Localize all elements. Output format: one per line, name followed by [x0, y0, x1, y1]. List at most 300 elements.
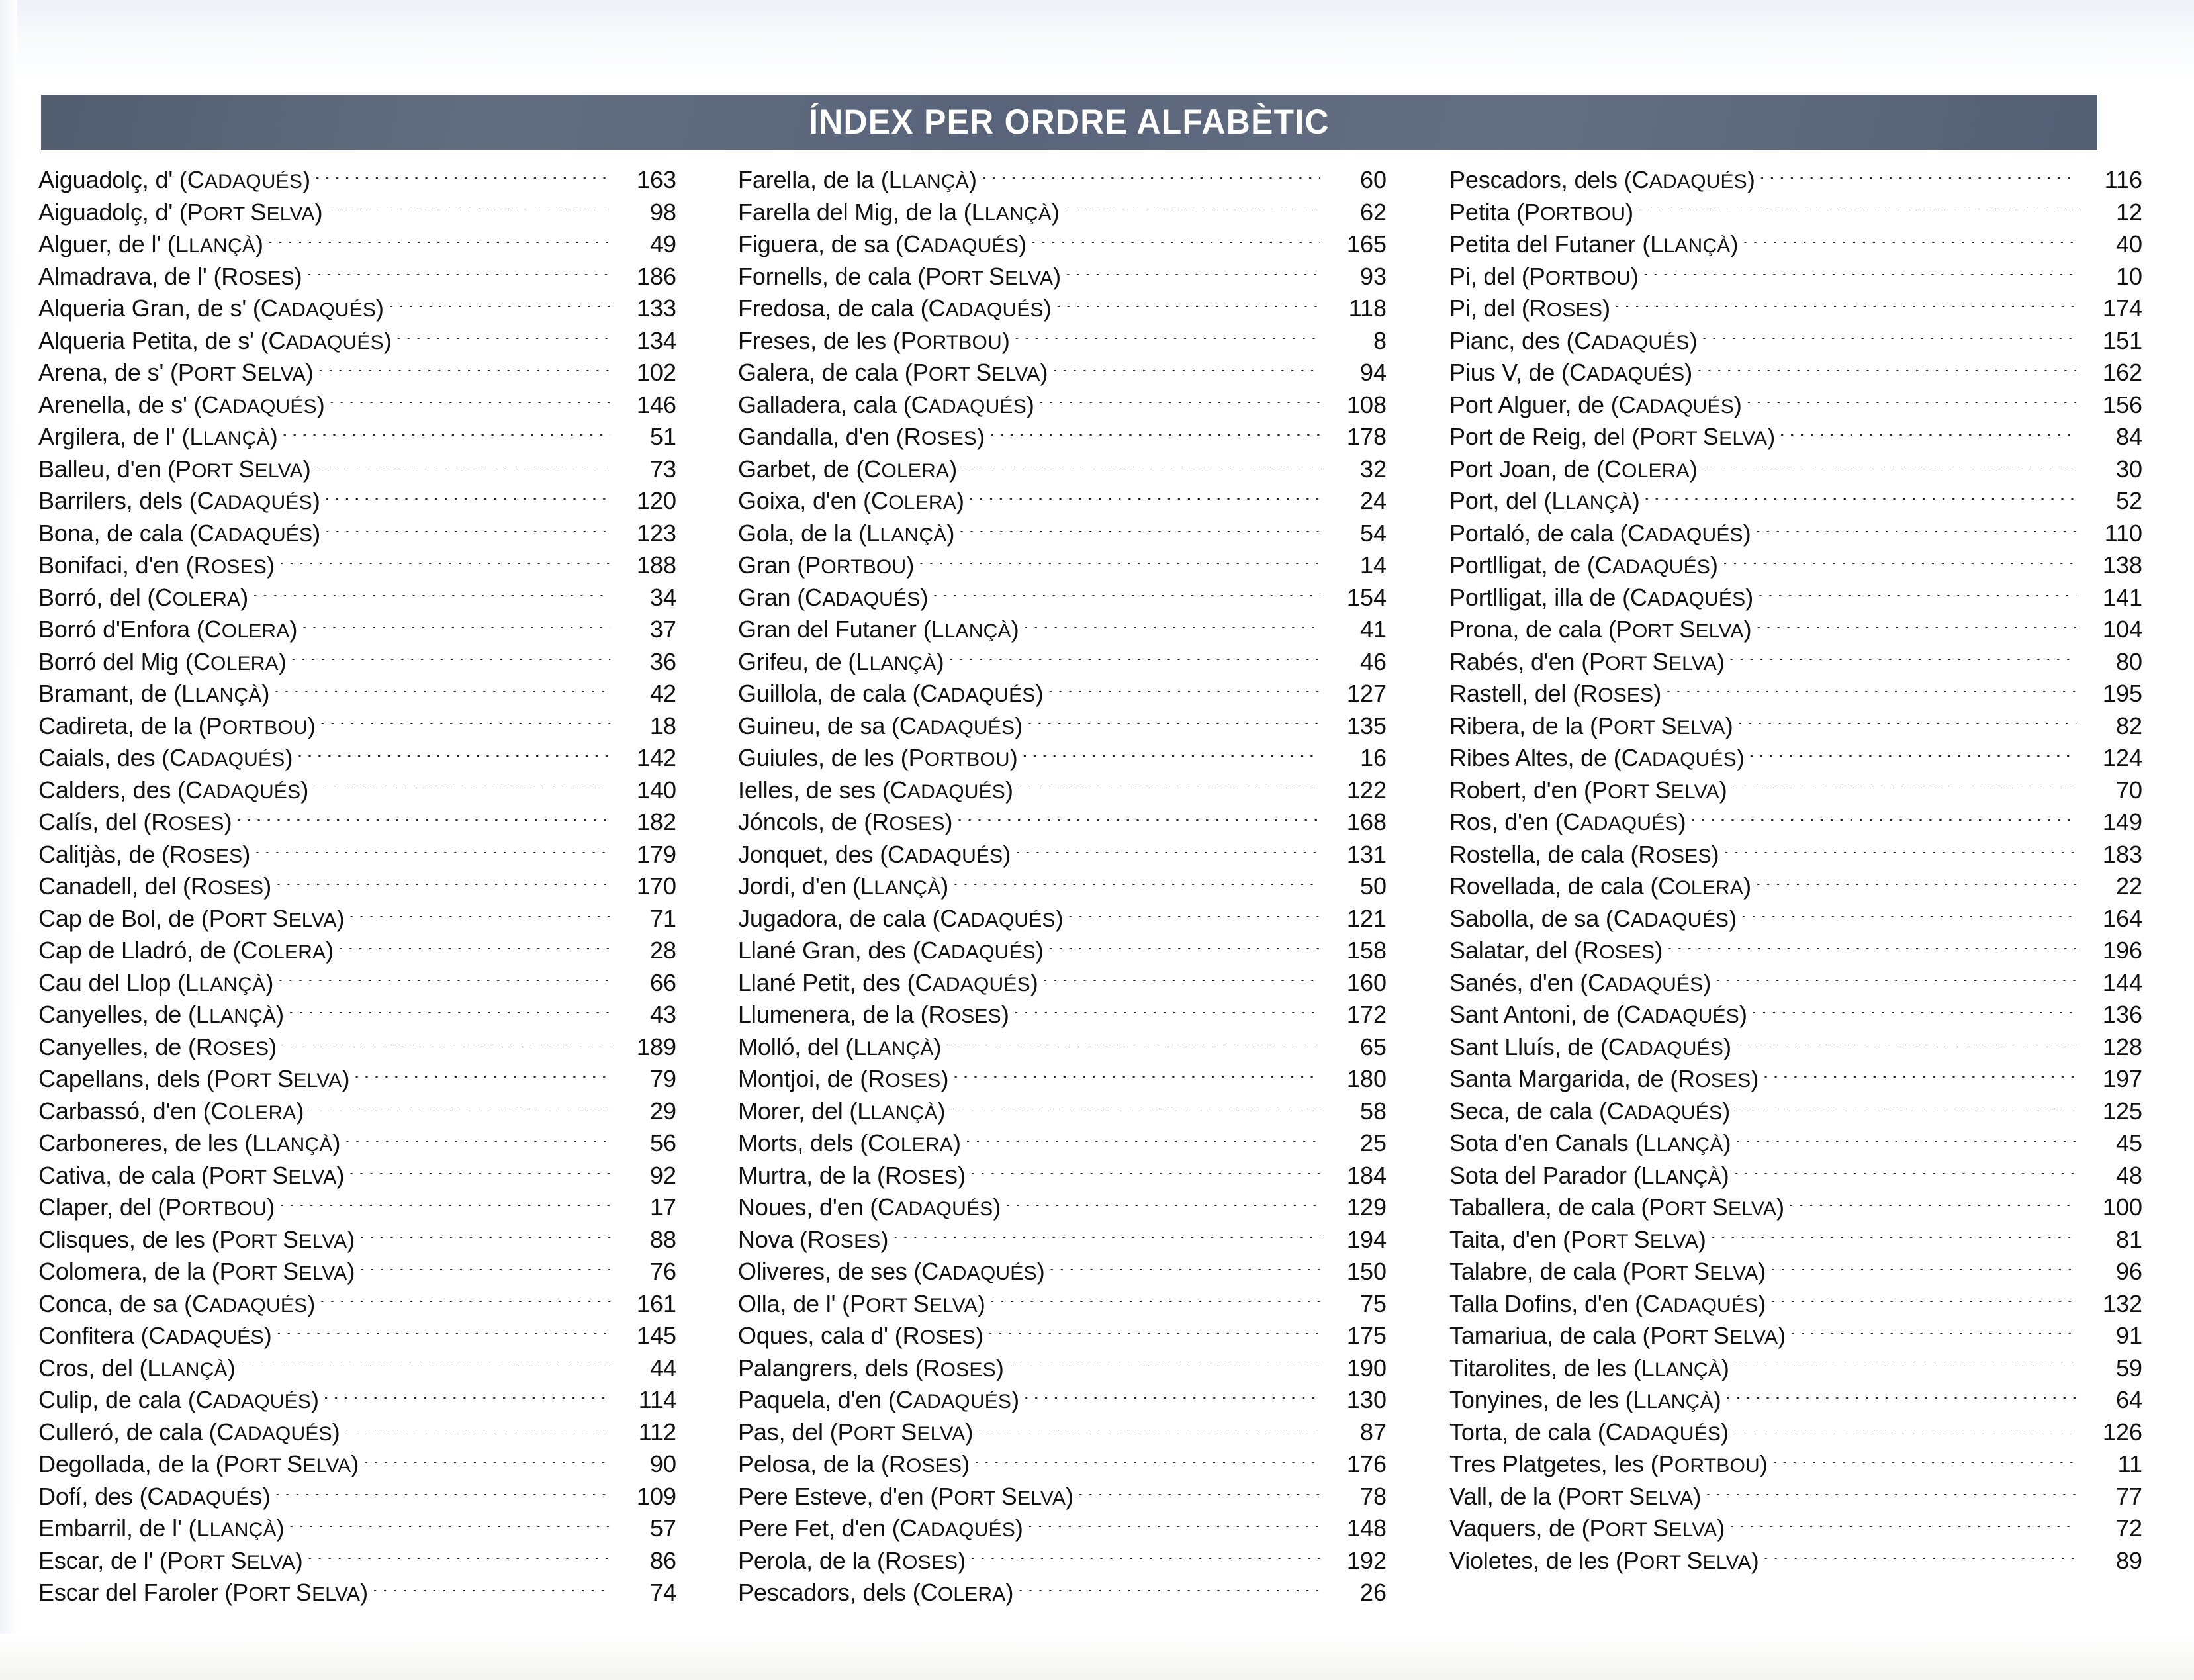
dot-leader	[1770, 1301, 2076, 1312]
dot-leader	[970, 1173, 1320, 1184]
index-entry[interactable]	[1449, 197, 2142, 229]
index-entry[interactable]	[1449, 164, 2142, 197]
entry-label: Morer, del (LLANÇÀ)	[738, 1097, 946, 1125]
index-entry[interactable]	[38, 678, 676, 710]
index-entry[interactable]	[738, 228, 1387, 261]
index-entry[interactable]	[38, 1481, 676, 1513]
index-entry[interactable]	[1449, 518, 2142, 550]
dot-leader	[324, 498, 610, 509]
index-entry[interactable]	[38, 614, 676, 646]
entry-label: Calitjàs, de (ROSES)	[38, 840, 251, 868]
entry-page-number: 77	[2115, 1482, 2142, 1510]
index-entry[interactable]	[738, 1384, 1387, 1417]
index-entry[interactable]	[1449, 935, 2142, 967]
dot-leader	[961, 467, 1320, 477]
index-entry[interactable]	[738, 1288, 1387, 1321]
index-entry[interactable]	[738, 710, 1387, 743]
index-entry[interactable]	[38, 1191, 676, 1224]
index-entry[interactable]	[1449, 1448, 2142, 1481]
entry-label: Murtra, de la (ROSES)	[738, 1161, 966, 1189]
index-entry[interactable]	[1449, 1031, 2142, 1064]
index-entry[interactable]	[38, 806, 676, 839]
index-entry[interactable]	[1449, 293, 2142, 325]
index-entry[interactable]	[38, 261, 676, 293]
entry-page-number: 87	[1359, 1418, 1387, 1446]
dot-leader	[1008, 1366, 1320, 1376]
dot-leader	[1702, 467, 2076, 477]
index-entry[interactable]	[738, 1160, 1387, 1192]
entry-page-number: 102	[636, 359, 676, 386]
entry-label: Jugadora, de cala (CADAQUÉS)	[738, 904, 1064, 932]
entry-label: Galera, de cala (PORT SELVA)	[738, 359, 1048, 386]
index-entry[interactable]	[38, 582, 676, 614]
entry-page-number: 41	[1359, 616, 1387, 643]
entry-label: Cativa, de cala (PORT SELVA)	[38, 1161, 345, 1189]
entry-label: Violetes, de les (PORT SELVA)	[1449, 1546, 1759, 1574]
entry-page-number: 58	[1359, 1097, 1387, 1125]
index-entry[interactable]	[38, 774, 676, 807]
index-entry[interactable]	[38, 1320, 676, 1352]
index-entry[interactable]	[38, 549, 676, 582]
index-entry[interactable]	[738, 1031, 1387, 1064]
dot-leader	[1014, 338, 1320, 349]
index-entry[interactable]	[38, 1288, 676, 1321]
entry-label: Confitera (CADAQUÉS)	[38, 1322, 272, 1349]
dot-leader	[282, 434, 610, 445]
index-entry[interactable]	[1449, 1256, 2142, 1288]
index-entry[interactable]	[1449, 549, 2142, 582]
entry-page-number: 86	[649, 1546, 676, 1574]
entry-page-number: 59	[2115, 1354, 2142, 1381]
index-entry[interactable]	[38, 1127, 676, 1160]
dot-leader	[956, 819, 1320, 830]
index-entry[interactable]	[38, 1384, 676, 1417]
dot-leader	[349, 916, 611, 927]
index-entry[interactable]	[1449, 228, 2142, 261]
index-entry[interactable]	[738, 1127, 1387, 1160]
entry-page-number: 16	[1359, 744, 1387, 771]
index-entry[interactable]	[738, 582, 1387, 614]
entry-page-number: 156	[2102, 391, 2142, 418]
entry-label: Vaquers, de (PORT SELVA)	[1449, 1515, 1725, 1542]
dot-leader	[1047, 691, 1320, 702]
index-entry[interactable]	[738, 518, 1387, 550]
dot-leader	[318, 370, 610, 381]
index-entry[interactable]	[738, 453, 1387, 486]
entry-label: Culip, de cala (CADAQUÉS)	[38, 1386, 319, 1413]
index-entry[interactable]	[1449, 261, 2142, 293]
entry-page-number: 120	[636, 487, 676, 514]
entry-label: Ielles, de ses (CADAQUÉS)	[738, 776, 1013, 804]
index-entry[interactable]	[38, 518, 676, 550]
index-entry[interactable]	[1449, 582, 2142, 614]
entry-page-number: 132	[2102, 1289, 2142, 1317]
index-entry[interactable]	[38, 646, 676, 678]
entry-page-number: 183	[2102, 840, 2142, 868]
entry-page-number: 14	[1359, 551, 1387, 579]
entry-label: Perola, de la (ROSES)	[738, 1546, 966, 1574]
index-entry[interactable]	[738, 1224, 1387, 1256]
index-entry[interactable]	[1449, 646, 2142, 678]
dot-leader	[977, 1430, 1320, 1440]
dot-leader	[327, 210, 611, 220]
entry-label: Borró d'Enfora (COLERA)	[38, 616, 298, 643]
index-entry[interactable]	[38, 839, 676, 871]
entry-page-number: 78	[1359, 1482, 1387, 1510]
entry-label: Figuera, de sa (CADAQUÉS)	[738, 230, 1027, 257]
index-entry[interactable]	[738, 870, 1387, 903]
entry-page-number: 161	[636, 1289, 676, 1317]
index-entry[interactable]	[38, 1513, 676, 1545]
index-entry[interactable]	[1449, 453, 2142, 486]
entry-label: Culleró, de cala (CADAQUÉS)	[38, 1418, 340, 1446]
entry-label: Pelosa, de la (ROSES)	[738, 1450, 970, 1477]
entry-label: Escar, de l' (PORT SELVA)	[38, 1546, 303, 1574]
index-entry[interactable]	[738, 1256, 1387, 1288]
index-entry[interactable]	[1449, 774, 2142, 807]
entry-page-number: 194	[1346, 1225, 1387, 1253]
index-entry[interactable]	[1449, 485, 2142, 518]
entry-label: Oques, cala d' (ROSES)	[738, 1322, 983, 1349]
index-entry[interactable]	[1449, 1191, 2142, 1224]
index-entry[interactable]	[738, 293, 1387, 325]
entry-label: Sant Antoni, de (CADAQUÉS)	[1449, 1001, 1747, 1028]
index-entry[interactable]	[38, 1417, 676, 1449]
index-entry[interactable]	[738, 357, 1387, 389]
entry-label: Paquela, d'en (CADAQUÉS)	[738, 1386, 1019, 1413]
entry-page-number: 94	[1359, 359, 1387, 386]
entry-label: Gola, de la (LLANÇÀ)	[738, 519, 955, 547]
entry-label: Borró del Mig (COLERA)	[38, 647, 287, 675]
index-entry[interactable]	[1449, 1513, 2142, 1545]
dot-leader	[1755, 884, 2076, 894]
dot-leader	[1770, 1269, 2076, 1280]
index-entry[interactable]	[738, 678, 1387, 710]
index-entry[interactable]	[738, 967, 1387, 1000]
dot-leader	[1725, 1397, 2076, 1408]
entry-label: Titarolites, de les (LLANÇÀ)	[1449, 1354, 1729, 1381]
entry-label: Salatar, del (ROSES)	[1449, 937, 1663, 964]
index-entry[interactable]	[38, 1256, 676, 1288]
index-entry[interactable]	[38, 325, 676, 357]
index-entry[interactable]	[1449, 839, 2142, 871]
dot-leader	[981, 177, 1320, 188]
index-entry[interactable]	[1449, 806, 2142, 839]
index-entry[interactable]	[38, 485, 676, 518]
entry-label: Pescadors, dels (CADAQUÉS)	[1449, 166, 1755, 193]
dot-leader	[952, 884, 1320, 894]
index-entry[interactable]	[1449, 1160, 2142, 1192]
entry-page-number: 50	[1359, 872, 1387, 900]
dot-leader	[236, 819, 610, 830]
index-entry[interactable]	[738, 389, 1387, 422]
entry-label: Torta, de cala (CADAQUÉS)	[1449, 1418, 1729, 1446]
entry-label: Canyelles, de (LLANÇÀ)	[38, 1001, 284, 1028]
entry-label: Santa Margarida, de (ROSES)	[1449, 1065, 1759, 1092]
index-entry[interactable]	[1449, 1320, 2142, 1352]
entry-page-number: 72	[2115, 1515, 2142, 1542]
entry-label: Canadell, del (ROSES)	[38, 872, 272, 900]
index-entry[interactable]	[38, 357, 676, 389]
index-entry[interactable]	[738, 421, 1387, 453]
index-entry[interactable]	[1449, 999, 2142, 1031]
entry-label: Almadrava, de l' (ROSES)	[38, 262, 302, 290]
index-entry[interactable]	[738, 1513, 1387, 1545]
index-entry[interactable]	[738, 839, 1387, 871]
entry-page-number: 150	[1346, 1258, 1387, 1285]
index-entry[interactable]	[1449, 1224, 2142, 1256]
index-entry[interactable]	[38, 389, 676, 422]
index-entry[interactable]	[38, 870, 676, 903]
entry-page-number: 140	[636, 776, 676, 804]
entry-page-number: 112	[638, 1418, 676, 1446]
index-entry[interactable]	[1449, 389, 2142, 422]
index-entry[interactable]	[1449, 614, 2142, 646]
dot-leader	[1048, 948, 1320, 958]
entry-page-number: 154	[1346, 583, 1387, 611]
index-entry[interactable]	[738, 1191, 1387, 1224]
index-entry[interactable]	[738, 774, 1387, 807]
entry-label: Noues, d'en (CADAQUÉS)	[738, 1193, 1001, 1221]
entry-label: Pius V, de (CADAQUÉS)	[1449, 359, 1693, 386]
index-entry[interactable]	[1449, 1288, 2142, 1321]
entry-label: Talabre, de cala (PORT SELVA)	[1449, 1258, 1766, 1285]
dot-leader	[989, 434, 1320, 445]
dot-leader	[1749, 755, 2076, 766]
index-entry[interactable]	[1449, 678, 2142, 710]
index-entry[interactable]	[38, 935, 676, 967]
entry-label: Robert, d'en (PORT SELVA)	[1449, 776, 1727, 804]
entry-label: Gran (PORTBOU)	[738, 551, 915, 579]
index-entry[interactable]	[738, 1577, 1387, 1609]
entry-label: Talla Dofins, d'en (CADAQUÉS)	[1449, 1289, 1766, 1317]
entry-page-number: 189	[636, 1033, 676, 1060]
dot-leader	[1065, 274, 1320, 285]
index-entry[interactable]	[1449, 421, 2142, 453]
index-entry[interactable]	[738, 1545, 1387, 1577]
index-entry[interactable]	[1449, 1545, 2142, 1577]
dot-leader	[1762, 1076, 2076, 1087]
entry-page-number: 28	[649, 937, 676, 964]
index-entry[interactable]	[1449, 1417, 2142, 1449]
dot-leader	[1667, 948, 2076, 958]
page-title: ÍNDEX PER ORDRE ALFABÈTIC	[809, 103, 1330, 142]
entry-label: Barrilers, dels (CADAQUÉS)	[38, 487, 320, 514]
dot-leader	[1735, 1141, 2076, 1151]
entry-label: Tonyines, de les (LLANÇÀ)	[1449, 1386, 1721, 1413]
index-entry[interactable]	[1449, 1481, 2142, 1513]
entry-page-number: 158	[1346, 937, 1387, 964]
entry-label: Bonifaci, d'en (ROSES)	[38, 551, 275, 579]
dot-leader	[1015, 852, 1320, 863]
entry-page-number: 88	[649, 1225, 676, 1253]
index-entry[interactable]	[38, 1096, 676, 1128]
dot-leader	[312, 788, 610, 798]
dot-leader	[1741, 916, 2076, 927]
index-entry[interactable]	[38, 967, 676, 1000]
index-entry[interactable]	[1449, 1127, 2142, 1160]
index-column-2	[702, 164, 1413, 1609]
entry-page-number: 180	[1346, 1065, 1387, 1092]
dot-leader	[1746, 402, 2076, 413]
index-column-3	[1413, 164, 2194, 1609]
entry-label: Carbassó, d'en (COLERA)	[38, 1097, 304, 1125]
index-entry[interactable]	[1449, 325, 2142, 357]
index-entry[interactable]	[1449, 1352, 2142, 1385]
dot-leader	[1030, 242, 1320, 252]
entry-page-number: 52	[2115, 487, 2142, 514]
dot-leader	[288, 1012, 610, 1023]
entry-label: Port, del (LLANÇÀ)	[1449, 487, 1640, 514]
index-entry[interactable]	[738, 325, 1387, 357]
entry-page-number: 74	[649, 1579, 676, 1606]
index-entry[interactable]	[38, 1352, 676, 1385]
dot-leader	[1729, 659, 2076, 670]
entry-label: Nova (ROSES)	[738, 1225, 889, 1253]
entry-label: Molló, del (LLANÇÀ)	[738, 1033, 942, 1060]
dot-leader	[1715, 980, 2076, 991]
entry-label: Portlligat, de (CADAQUÉS)	[1449, 551, 1718, 579]
index-entry[interactable]	[738, 806, 1387, 839]
entry-label: Sanés, d'en (CADAQUÉS)	[1449, 968, 1712, 996]
entry-label: Gran del Futaner (LLANÇÀ)	[738, 616, 1019, 643]
entry-page-number: 174	[2102, 295, 2142, 322]
entry-page-number: 190	[1346, 1354, 1387, 1381]
index-entry[interactable]	[738, 1352, 1387, 1385]
index-entry[interactable]	[738, 742, 1387, 774]
index-entry[interactable]	[38, 1160, 676, 1192]
entry-page-number: 10	[2115, 262, 2142, 290]
index-entry[interactable]	[1449, 903, 2142, 935]
entry-label: Caials, des (CADAQUÉS)	[38, 744, 293, 771]
index-entry[interactable]	[738, 261, 1387, 293]
entry-label: Llané Gran, des (CADAQUÉS)	[738, 937, 1044, 964]
entry-page-number: 114	[638, 1386, 676, 1413]
dot-leader	[952, 1076, 1320, 1087]
dot-leader	[1755, 531, 2076, 541]
entry-page-number: 75	[1359, 1289, 1387, 1317]
index-entry[interactable]	[38, 1577, 676, 1609]
index-entry[interactable]	[738, 614, 1387, 646]
dot-leader	[987, 1333, 1320, 1344]
index-entry[interactable]	[1449, 742, 2142, 774]
index-entry[interactable]	[38, 710, 676, 743]
entry-page-number: 124	[2102, 744, 2142, 771]
entry-label: Tres Platgetes, les (PORTBOU)	[1449, 1450, 1768, 1477]
index-entry[interactable]	[738, 549, 1387, 582]
index-entry[interactable]	[1449, 1063, 2142, 1096]
index-entry[interactable]	[738, 485, 1387, 518]
index-entry[interactable]	[738, 1448, 1387, 1481]
index-entry[interactable]	[38, 421, 676, 453]
index-entry[interactable]	[38, 293, 676, 325]
entry-label: Seca, de cala (CADAQUÉS)	[1449, 1097, 1731, 1125]
dot-leader	[974, 1462, 1320, 1472]
entry-label: Portlligat, illa de (CADAQUÉS)	[1449, 583, 1754, 611]
index-entry[interactable]	[1449, 967, 2142, 1000]
index-entry[interactable]	[738, 197, 1387, 229]
index-entry[interactable]	[1449, 357, 2142, 389]
index-entry[interactable]	[1449, 1384, 2142, 1417]
entry-page-number: 48	[2115, 1161, 2142, 1189]
entry-label: Alqueria Petita, de s' (CADAQUÉS)	[38, 326, 392, 354]
dot-leader	[315, 467, 610, 477]
dot-leader	[307, 1558, 610, 1569]
entry-page-number: 162	[2102, 359, 2142, 386]
entry-page-number: 8	[1373, 326, 1387, 354]
entry-label: Sabolla, de sa (CADAQUÉS)	[1449, 904, 1737, 932]
index-entry[interactable]	[38, 1545, 676, 1577]
entry-page-number: 70	[2115, 776, 2142, 804]
entry-page-number: 93	[1359, 262, 1387, 290]
dot-leader	[1064, 210, 1320, 220]
dot-leader	[363, 1462, 610, 1472]
dot-leader	[1665, 691, 2076, 702]
entry-label: Tamariua, de cala (PORT SELVA)	[1449, 1322, 1786, 1349]
index-column-1	[0, 164, 702, 1609]
index-entry[interactable]	[38, 999, 676, 1031]
index-entry[interactable]	[738, 935, 1387, 967]
entry-label: Bramant, de (LLANÇÀ)	[38, 680, 270, 707]
index-entry[interactable]	[38, 742, 676, 774]
entry-label: Garbet, de (COLERA)	[738, 455, 958, 483]
index-entry[interactable]	[738, 999, 1387, 1031]
index-entry[interactable]	[38, 903, 676, 935]
index-entry[interactable]	[738, 646, 1387, 678]
index-entry[interactable]	[38, 197, 676, 229]
entry-page-number: 131	[1346, 840, 1387, 868]
entry-page-number: 179	[636, 840, 676, 868]
index-entry[interactable]	[38, 1063, 676, 1096]
dot-leader	[948, 659, 1320, 670]
dot-leader	[1022, 755, 1320, 766]
index-entry[interactable]	[38, 1031, 676, 1064]
index-entry[interactable]	[38, 1224, 676, 1256]
index-entry[interactable]	[738, 1063, 1387, 1096]
index-title-band	[41, 95, 2097, 150]
dot-leader	[1027, 1526, 1320, 1536]
entry-label: Montjoi, de (ROSES)	[738, 1065, 949, 1092]
entry-page-number: 160	[1346, 968, 1387, 996]
index-entry[interactable]	[738, 1417, 1387, 1449]
index-entry[interactable]	[738, 1320, 1387, 1352]
index-entry[interactable]	[38, 1448, 676, 1481]
entry-page-number: 130	[1346, 1386, 1387, 1413]
entry-label: Olla, de l' (PORT SELVA)	[738, 1289, 985, 1317]
index-entry[interactable]	[1449, 710, 2142, 743]
entry-label: Jóncols, de (ROSES)	[738, 808, 953, 835]
entry-page-number: 64	[2115, 1386, 2142, 1413]
entry-page-number: 197	[2102, 1065, 2142, 1092]
index-entry[interactable]	[738, 903, 1387, 935]
index-entry[interactable]	[738, 1096, 1387, 1128]
entry-page-number: 34	[649, 583, 676, 611]
index-entry[interactable]	[38, 453, 676, 486]
dot-leader	[1733, 1173, 2076, 1184]
index-entry[interactable]	[1449, 870, 2142, 903]
entry-page-number: 37	[649, 616, 676, 643]
entry-label: Gran (CADAQUÉS)	[738, 583, 929, 611]
entry-label: Aiguadolç, d' (CADAQUÉS)	[38, 166, 310, 193]
entry-page-number: 146	[636, 391, 676, 418]
dot-leader	[1077, 1494, 1320, 1505]
entry-page-number: 116	[2104, 166, 2142, 193]
index-entry[interactable]	[1449, 1096, 2142, 1128]
index-entry[interactable]	[38, 228, 676, 261]
index-entry[interactable]	[738, 1481, 1387, 1513]
index-entry[interactable]	[38, 164, 676, 197]
index-entry[interactable]	[738, 164, 1387, 197]
